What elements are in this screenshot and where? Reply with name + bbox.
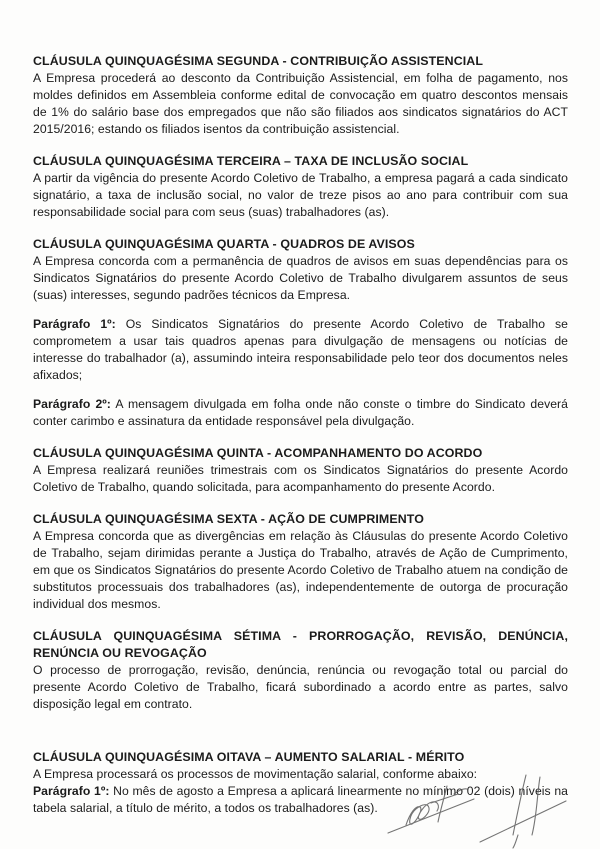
clause-55-body: A Empresa realizará reuniões trimestrais com os Sindicatos Signatários do presente Acordo Coletivo de Trabalho, quando solicitada, para acompanhamento do presente Acordo. [33,463,568,494]
paragraph-1-lead: Parágrafo 1º: [33,784,110,798]
clause-53-body: A partir da vigência do presente Acordo Coletivo de Trabalho, a empresa pagará a cada sindicato signatário, a taxa de inclusão social, no valor de treze pisos ao ano para contribuir com sua responsabilidade social para com seus (suas) trabalhadores (as). [33,171,568,219]
paragraph-1-lead: Parágrafo 1º: [33,317,116,331]
signature-scribble-left [388,786,474,833]
clause-57-body: O processo de prorrogação, revisão, denúncia, renúncia ou revogação total ou parcial do presente Acordo Coletivo de Trabalho, ficará subordinado a acordo entre as partes, salvo disposição legal em contrato. [33,663,568,711]
signature-scribbles-svg [368,772,580,849]
clause-57-section [33,628,568,713]
clause-58-intro: A Empresa processará os processos de movimentação salarial, conforme abaixo: [33,767,478,781]
paragraph-1-text: Os Sindicatos Signatários do presente Acordo Coletivo de Trabalho se comprometem a usar tais quadros apenas para divulgação de mensagens ou notícias de interesse do trabalhador (a), assumindo inteira responsabilidade pelo teor dos documentos neles afixados; [33,317,568,382]
clause-55-heading: CLÁUSULA QUINQUAGÉSIMA QUINTA - ACOMPANHAMENTO DO ACORDO [33,446,483,460]
clause-56-body: A Empresa concorda que as divergências em relação às Cláusulas do presente Acordo Coletivo de Trabalho, sejam dirimidas perante a Justiça do Trabalho, através de Ação de Cumprimento, em que os Sindicatos Signatários do presente Acordo Coletivo de Trabalho atuem na condição de substitutos processuais dos trabalhadores (as), independentemente de outorga de procuração individual dos mesmos. [33,529,568,611]
clause-56-section [33,511,568,613]
clause-54-body: A Empresa concorda com a permanência de quadros de avisos em suas dependências para os Sindicatos Signatários do presente Acordo Coletivo de Trabalho divulgarem assuntos de seus (suas) interesses, segundo padrões técnicos da Empresa. [33,254,568,302]
clause-56-heading: CLÁUSULA QUINQUAGÉSIMA SEXTA - AÇÃO DE CUMPRIMENTO [33,512,424,526]
signature-scribble-right [480,775,566,848]
paragraph-2-lead: Parágrafo 2º: [33,397,111,411]
signature-area [368,772,580,849]
clause-54-paragraph-2 [33,396,568,430]
clause-52-section [33,53,568,138]
clause-57-heading: CLÁUSULA QUINQUAGÉSIMA SÉTIMA - PRORROGAÇÃO, REVISÃO, DENÚNCIA, RENÚNCIA OU REVOGAÇÃO [33,629,568,660]
clause-58-heading: CLÁUSULA QUINQUAGÉSIMA OITAVA – AUMENTO SALARIAL - MÉRITO [33,750,465,764]
clause-52-heading: CLÁUSULA QUINQUAGÉSIMA SEGUNDA - CONTRIBUIÇÃO ASSISTENCIAL [33,54,484,68]
paragraph-1-text: No mês de agosto a Empresa a aplicará linearmente no mínimo 02 (dois) níveis na tabela salarial, a título de mérito, a todos os trabalhadores (as). [33,784,568,815]
clause-54-heading: CLÁUSULA QUINQUAGÉSIMA QUARTA - QUADROS DE AVISOS [33,237,415,251]
paragraph-2-text: A mensagem divulgada em folha onde não conste o timbre do Sindicato deverá conter carimbo e assinatura da entidade responsável pela divulgação. [33,397,568,428]
clause-53-section [33,153,568,221]
clause-55-section [33,445,568,496]
clause-52-body: A Empresa procederá ao desconto da Contribuição Assistencial, em folha de pagamento, nos moldes definidos em Assembleia conforme edital de convocação em quatro descontos mensais de 1% do salário base dos empregados que não são filiados aos sindicatos signatários do ACT 2015/2016; estando os filiados isentos da contribuição assistencial. [33,71,568,136]
clause-54-section [33,236,568,430]
clause-53-heading: CLÁUSULA QUINQUAGÉSIMA TERCEIRA – TAXA DE INCLUSÃO SOCIAL [33,154,469,168]
clause-54-paragraph-1 [33,316,568,384]
